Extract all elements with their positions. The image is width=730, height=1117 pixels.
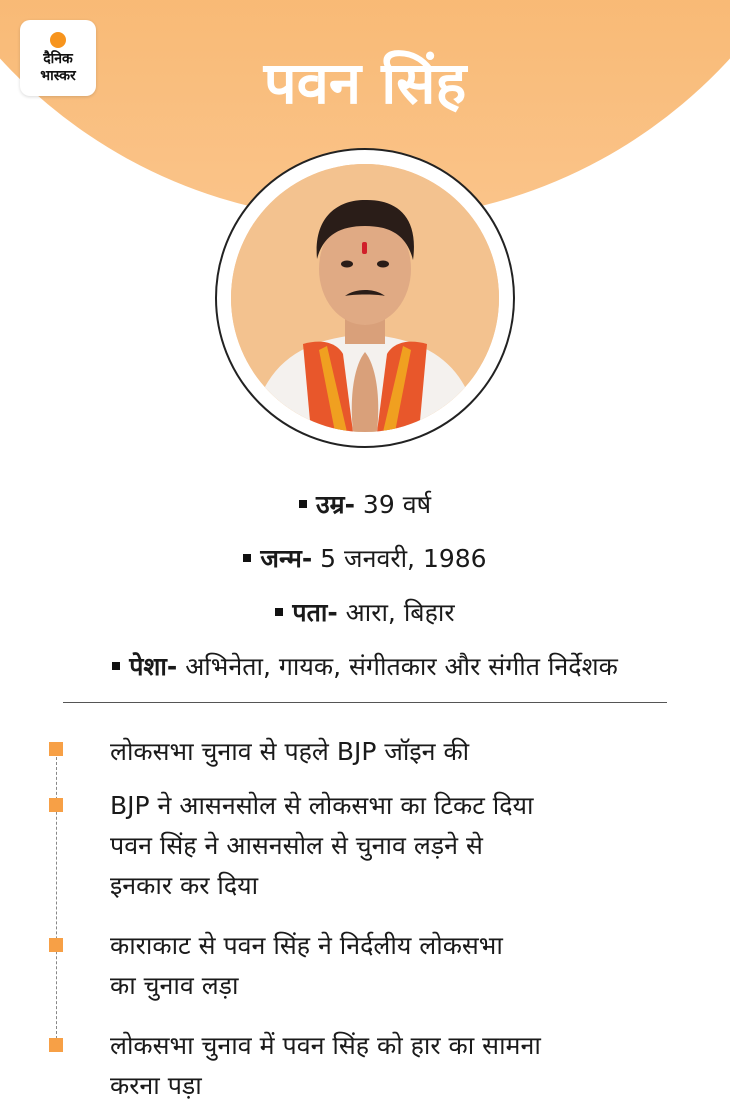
logo-line-1: दैनिक [43,50,73,67]
timeline-marker-icon [49,938,63,952]
logo-sun-icon [50,32,66,48]
timeline-marker-icon [49,742,63,756]
timeline-marker-icon [49,1038,63,1052]
bullet-square-icon [299,500,307,508]
portrait-illustration [231,164,499,432]
profile-facts [0,478,730,694]
fact-label: पेशा- [129,652,178,681]
fact-value: 5 जनवरी, 1986 [312,544,487,573]
timeline-connector [56,752,57,1044]
timeline-marker-icon [49,798,63,812]
timeline-text [110,926,710,1006]
timeline-line: पवन सिंह ने आसनसोल से चुनाव लड़ने से [110,831,483,860]
page-title: पवन सिंह [263,49,467,117]
fact-value: आरा, बिहार [337,598,455,627]
bullet-square-icon [112,662,120,670]
fact-value: अभिनेता, गायक, संगीतकार और संगीत निर्देशक [177,652,618,681]
timeline-text [110,732,710,772]
timeline-text [110,786,710,906]
timeline-text [110,1026,710,1106]
fact-label: उम्र- [315,490,355,519]
fact-profession [0,640,730,694]
fact-birth [0,532,730,586]
section-divider [63,702,667,703]
fact-address [0,586,730,640]
timeline-line: BJP ने आसनसोल से लोकसभा का टिकट दिया [110,791,534,820]
timeline-line: करना पड़ा [110,1071,202,1100]
fact-age [0,478,730,532]
fact-label: पता- [292,598,338,627]
timeline-line: लोकसभा चुनाव में पवन सिंह को हार का सामना [110,1031,541,1060]
fact-label: जन्म- [260,544,313,573]
timeline-line: का चुनाव लड़ा [110,971,239,1000]
logo-line-2: भास्कर [40,67,76,84]
timeline-line: इनकार कर दिया [110,871,259,900]
portrait-photo [231,164,499,432]
fact-value: 39 वर्ष [354,490,432,519]
timeline-line: काराकाट से पवन सिंह ने निर्दलीय लोकसभा [110,931,503,960]
timeline-line: लोकसभा चुनाव से पहले BJP जॉइन की [110,737,470,766]
bullet-square-icon [243,554,251,562]
bullet-square-icon [275,608,283,616]
